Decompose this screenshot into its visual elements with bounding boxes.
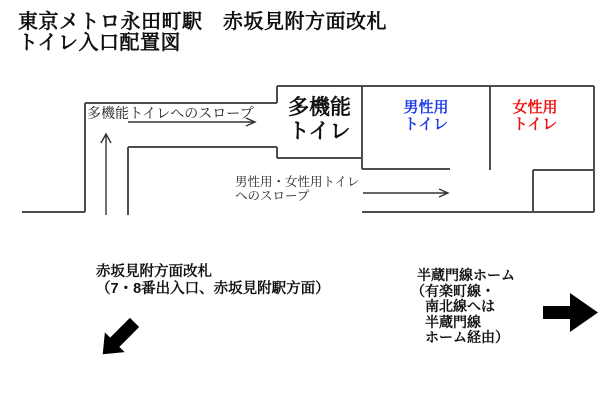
page-title-line1: 東京メトロ永田町駅 赤坂見附方面改札 [18, 11, 387, 33]
gate-destination-label [96, 264, 330, 297]
platform-destination-label [411, 268, 515, 346]
platform-line3: 南北線へは [425, 298, 495, 314]
mw-slope-line1: 男性用・女性用トイレ [235, 175, 360, 189]
mens-toilet-line1: 男性用 [403, 99, 449, 116]
mw-slope-line2: へのスロープ [235, 188, 310, 203]
gate-line1: 赤坂見附方面改札 [96, 264, 212, 280]
platform-line1: 半蔵門線ホーム [417, 267, 515, 283]
mens-toilet-room [362, 99, 490, 133]
platform-line5: ホーム経由） [425, 329, 509, 345]
gate-line2: （7・8番出入口、赤坂見附駅方面） [96, 280, 330, 297]
multi-slope-label: 多機能トイレへのスロープ [87, 105, 254, 121]
multi-toilet-line1: 多機能 [288, 96, 351, 119]
womens-toilet-room [488, 99, 582, 133]
platform-line2: （有楽町線・ [411, 282, 495, 299]
womens-toilet-line1: 女性用 [512, 99, 558, 116]
gate-direction-arrow-icon [93, 313, 145, 365]
platform-line4: 半蔵門線 [425, 313, 481, 330]
mens-toilet-line2: トイレ [403, 116, 449, 133]
page-title-line2: トイレ入口配置図 [18, 32, 181, 54]
multi-function-toilet-room [277, 96, 362, 144]
multi-toilet-line2: トイレ [288, 120, 351, 143]
womens-toilet-line2: トイレ [512, 116, 558, 133]
mw-slope-arrow-icon [363, 189, 448, 197]
up-arrow-icon [101, 134, 111, 215]
mens-womens-slope-label [235, 176, 359, 203]
platform-direction-arrow-icon [543, 293, 598, 332]
